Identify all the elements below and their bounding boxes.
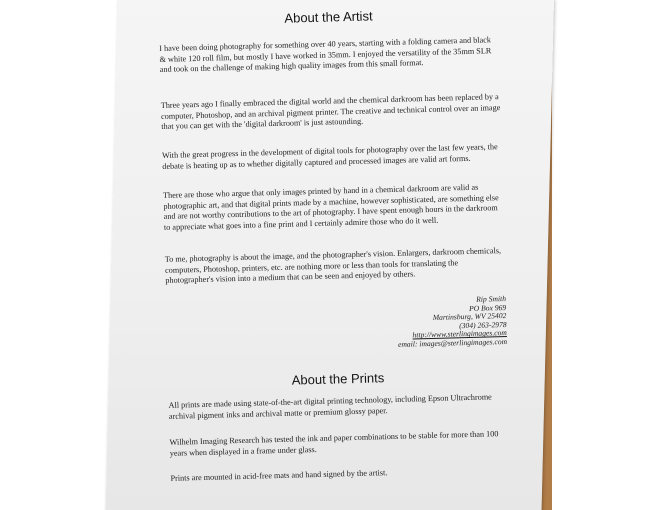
prints-paragraph-3: Prints are mounted in acid-free mats and hand signed by the artist. [170, 468, 388, 483]
signature-block [334, 295, 507, 351]
artist-paragraph-3: With the great progress in the development of digital tools for photography over the last few years, the debate is heating up as to whether digitally captured and processed images are valid art forms. [161, 142, 498, 171]
artist-paragraph-1: I have been doing photography for something over 40 years, starting with a folding camera and black & white 120 roll film, but mostly I have worked in 35mm. I enjoyed the versatility of the 35mm SLR and took on the challenge of making high quality images from this small format. [159, 35, 492, 75]
about-prints-heading: About the Prints [291, 370, 385, 388]
artist-paragraph-2: Three years ago I finally embraced the digital world and the chemical darkroom has been replaced by a computer, Photoshop, and an archival pigment printer. The creative and technical control over an image that you can get with the 'digital darkroom' is just astounding. [160, 92, 501, 132]
signature-website-link: http://www.sterlingimages.com [412, 328, 507, 340]
prints-paragraph-1: All prints are made using state-of-the-art digital printing technology, including Epson Ultrachrome archival pigment inks and archival matte or premium glossy paper. [168, 392, 492, 421]
document-content [158, 0, 511, 510]
white-background-left [0, 0, 120, 510]
artist-paragraph-5: To me, photography is about the image, and the photographer's vision. Enlargers, darkroom chemicals, computers, Photoshop, printers, etc. are nothing more or less than tools for translating the photographer's vision into a medium that can be seen and enjoyed by others. [164, 246, 502, 286]
signature-city: Martinsburg, WV 25402 [432, 311, 507, 323]
signature-email: email: images@sterlingimages.com [397, 336, 508, 349]
about-artist-heading: About the Artist [284, 8, 373, 26]
artist-paragraph-4: There are those who argue that only images printed by hand in a chemical darkroom are valid as photographic art, and that digital prints made by a machine, however sophisticated, are something else and are not worthy contributions to the art of photography. I have spent enough hours in the darkroom to appreciate what goes into a fine print and I certainly admire those who do it well. [162, 182, 499, 232]
signature-phone: (304) 263-2978 [459, 319, 507, 331]
white-background-right [554, 0, 672, 510]
signature-name: Rip Smith [476, 293, 507, 304]
prints-paragraph-2: Wilhelm Imaging Research has tested the ink and paper combinations to be stable for more than 100 years when displayed in a frame under glass. [169, 429, 499, 458]
signature-po-box: PO Box 969 [468, 302, 507, 313]
